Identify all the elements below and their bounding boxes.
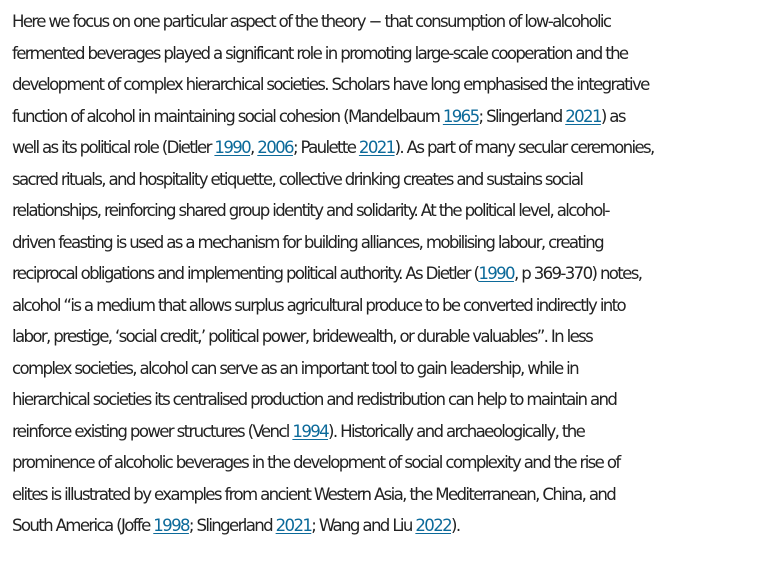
text-run: alcohol “is a medium that allows surplus agricultural produce to be converted indirectly into	[12, 295, 626, 315]
text-run: labor, prestige, ‘social credit,’ political power, bridewealth, or durable valuables”. In less	[12, 327, 593, 346]
text-run: reciprocal obligations and implementing political authority. As Dietler (	[12, 264, 479, 283]
article-paragraph	[12, 6, 770, 542]
paragraph-line	[12, 38, 770, 70]
citation-dietler-1990[interactable]: 1990	[214, 138, 251, 157]
text-run: development of complex hierarchical societies. Scholars have long emphasised the integrative	[12, 75, 649, 94]
text-run: hierarchical societies its centralised production and redistribution can help to maintain and	[12, 390, 617, 409]
paragraph-line	[12, 164, 770, 196]
text-run: ,	[250, 138, 258, 157]
paragraph-line	[12, 6, 770, 38]
text-run: complex societies, alcohol can serve as an important tool to gain leadership, while in	[12, 358, 578, 378]
citation-vencl-1994[interactable]: 1994	[292, 421, 329, 441]
text-run: ; Slingerland	[188, 516, 276, 535]
paragraph-line	[12, 510, 770, 542]
text-run: well as its political role (Dietler	[12, 138, 215, 157]
text-run: , p 369-370) notes,	[513, 264, 642, 283]
text-run: Here we focus on one particular aspect of the theory − that consumption of low-alcoholic	[12, 12, 611, 31]
citation-slingerland-2021[interactable]: 2021	[565, 106, 601, 126]
text-run: ). Historically and archaeologically, the	[328, 421, 585, 441]
citation-wang-liu-2022[interactable]: 2022	[415, 516, 452, 535]
text-run: South America (Joffe	[12, 516, 154, 535]
citation-dietler-2006[interactable]: 2006	[257, 138, 293, 157]
paragraph-line	[12, 321, 770, 353]
text-run: relationships, reinforcing shared group identity and solidarity. At the political level, alcohol-	[12, 201, 609, 220]
text-run: elites is illustrated by examples from ancient Western Asia, the Mediterranean, China, and	[12, 484, 616, 504]
paragraph-line	[12, 416, 770, 448]
text-run: prominence of alcoholic beverages in the development of social complexity and the rise of	[12, 453, 620, 472]
text-run: ; Wang and Liu	[311, 516, 416, 535]
text-run: driven feasting is used as a mechanism for building alliances, mobilising labour, creating	[12, 232, 604, 252]
paragraph-line	[12, 384, 770, 416]
citation-paulette-2021[interactable]: 2021	[358, 138, 395, 157]
text-run: ).	[451, 516, 460, 535]
text-run: reinforce existing power structures (Vencl	[12, 421, 293, 441]
paragraph-line	[12, 227, 770, 259]
paragraph-line	[12, 195, 770, 227]
text-run: function of alcohol in maintaining social cohesion (Mandelbaum	[12, 106, 443, 126]
text-run: fermented beverages played a significant role in promoting large-scale cooperation and the	[12, 43, 628, 63]
paragraph-line	[12, 353, 770, 385]
citation-joffe-1998[interactable]: 1998	[153, 516, 189, 535]
text-run: ; Paulette	[292, 138, 359, 157]
text-run: sacred rituals, and hospitality etiquette, collective drinking creates and sustains social	[12, 169, 583, 189]
citation-slingerland-2021-b[interactable]: 2021	[275, 516, 312, 535]
paragraph-line	[12, 447, 770, 479]
citation-dietler-1990-quote[interactable]: 1990	[478, 264, 514, 283]
citation-mandelbaum-1965[interactable]: 1965	[442, 106, 479, 126]
paragraph-line	[12, 290, 770, 322]
paragraph-line	[12, 101, 770, 133]
text-run: ). As part of many secular ceremonies,	[394, 138, 654, 157]
paragraph-line	[12, 258, 770, 290]
text-run: ; Slingerland	[478, 106, 566, 126]
paragraph-line	[12, 479, 770, 511]
paragraph-line	[12, 69, 770, 101]
text-run: ) as	[600, 106, 625, 126]
paragraph-line	[12, 132, 770, 164]
